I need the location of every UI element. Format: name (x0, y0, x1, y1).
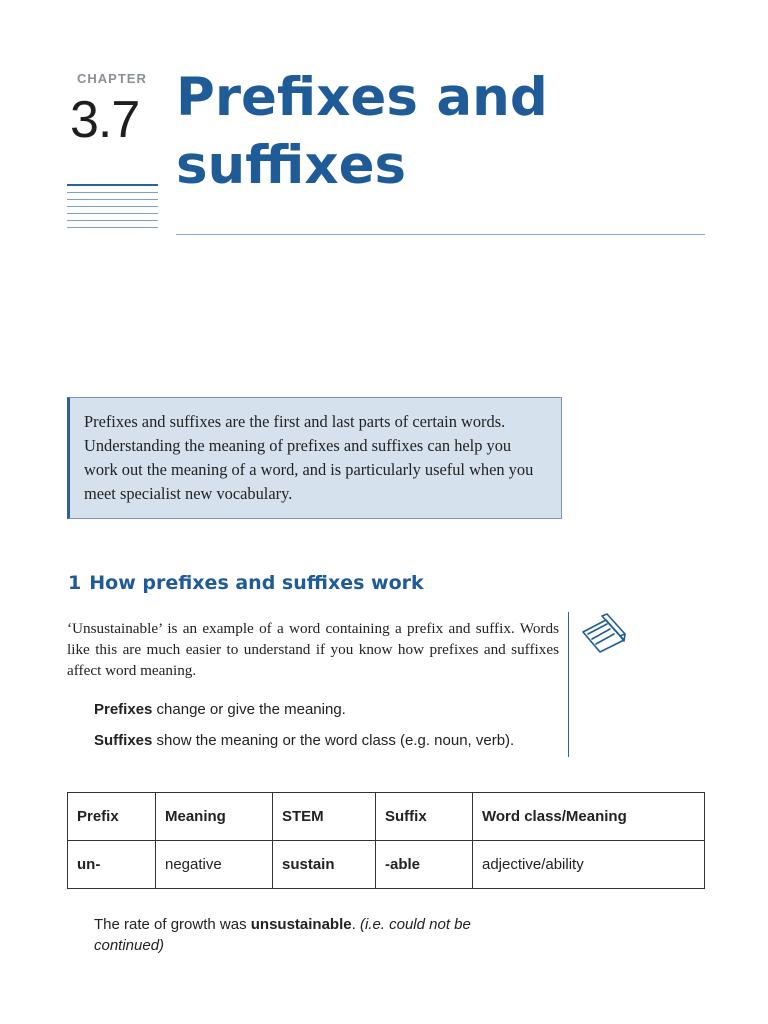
section-heading (68, 572, 424, 594)
chapter-number: 3.7 (70, 91, 140, 149)
example-sentence (94, 914, 524, 956)
definition-prefixes-text: change or give the meaning. (152, 701, 346, 718)
title-line-1: Prefixes and (176, 67, 548, 128)
table-cell-meaning: negative (156, 841, 273, 889)
chapter-label: CHAPTER (77, 71, 147, 86)
margin-rule (568, 612, 569, 757)
title-rule (176, 234, 705, 235)
table-cell-word-class: adjective/ability (473, 841, 705, 889)
table-cell-prefix: un- (68, 841, 156, 889)
example-gloss: (i.e. could not be continued) (94, 916, 471, 954)
pencil-notebook-icon (580, 610, 628, 654)
example-punct: . (351, 916, 360, 933)
section-number: 1 (68, 572, 82, 594)
table-row (68, 841, 705, 889)
example-word: unsustainable (250, 916, 352, 933)
definition-suffixes (94, 732, 514, 749)
example-lead: The rate of growth was (94, 916, 251, 933)
term-suffixes: Suffixes (94, 732, 153, 749)
term-prefixes: Prefixes (94, 701, 153, 718)
body-paragraph: ‘Unsustainable’ is an example of a word containing a prefix and suffix. Words like this are much easier to understand if you know how prefixes and suffixes affect word meaning. (67, 620, 559, 679)
table-cell-suffix: -able (376, 841, 473, 889)
definition-prefixes (94, 701, 346, 718)
definition-suffixes-text: show the meaning or the word class (e.g. noun, verb). (152, 732, 515, 749)
intro-box: Prefixes and suffixes are the first and last parts of certain words. Understanding the meaning of prefixes and suffixes can help you work out the meaning of a word, and is particularly useful when you meet specialist new vocabulary. (67, 397, 562, 519)
chapter-rules (67, 184, 158, 234)
table-header: Word class/Meaning (473, 793, 705, 841)
page-title (176, 64, 716, 200)
table-header: Meaning (156, 793, 273, 841)
table-header-row (68, 793, 705, 841)
title-line-2: suffixes (176, 135, 407, 196)
word-parts-table (67, 792, 705, 889)
table-header: STEM (273, 793, 376, 841)
table-header: Suffix (376, 793, 473, 841)
table-cell-stem: sustain (273, 841, 376, 889)
section-title: How prefixes and suffixes work (89, 572, 424, 594)
table-header: Prefix (68, 793, 156, 841)
